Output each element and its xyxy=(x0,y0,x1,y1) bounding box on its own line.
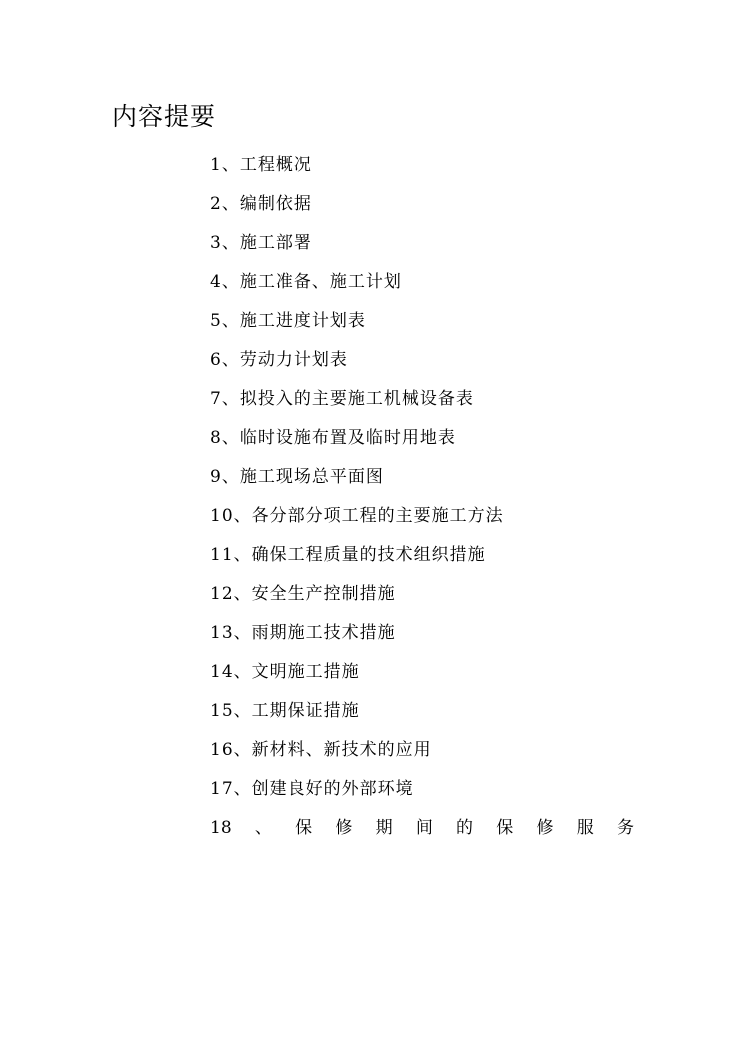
toc-item-15: 15、工期保证措施 xyxy=(210,701,360,721)
toc-item-8: 8、临时设施布置及临时用地表 xyxy=(210,428,456,448)
toc-item-9: 9、施工现场总平面图 xyxy=(210,467,384,487)
toc-item-18-glyph: 的 xyxy=(456,818,474,838)
toc-item-18-glyph: 务 xyxy=(616,818,634,838)
toc-item-11: 11、确保工程质量的技术组织措施 xyxy=(210,545,486,565)
toc-item-18-glyph: 服 xyxy=(576,818,594,838)
page-title: 内容提要 xyxy=(112,102,217,131)
toc-item-18-glyph: 间 xyxy=(415,818,433,838)
toc-item-18-glyph: 修 xyxy=(536,818,554,838)
toc-item-18-glyph: 保 xyxy=(295,818,313,838)
toc-item-3: 3、施工部署 xyxy=(210,233,312,253)
toc-item-16: 16、新材料、新技术的应用 xyxy=(210,740,432,760)
toc-item-2: 2、编制依据 xyxy=(210,194,312,214)
toc-item-18-glyph: 保 xyxy=(496,818,514,838)
toc-item-18-glyph: 、 xyxy=(254,818,272,838)
toc-item-7: 7、拟投入的主要施工机械设备表 xyxy=(210,389,474,409)
table-of-contents xyxy=(210,150,634,852)
toc-item-4: 4、施工准备、施工计划 xyxy=(210,272,402,292)
toc-item-18-glyph: 修 xyxy=(335,818,353,838)
toc-item-18 xyxy=(210,813,634,852)
toc-item-14: 14、文明施工措施 xyxy=(210,662,360,682)
toc-item-5: 5、施工进度计划表 xyxy=(210,311,366,331)
toc-item-12: 12、安全生产控制措施 xyxy=(210,584,396,604)
toc-item-10: 10、各分部分项工程的主要施工方法 xyxy=(210,506,504,526)
toc-item-18-glyph: 18 xyxy=(210,818,232,838)
toc-item-1: 1、工程概况 xyxy=(210,155,312,175)
toc-item-18-glyph: 期 xyxy=(375,818,393,838)
toc-item-6: 6、劳动力计划表 xyxy=(210,350,348,370)
toc-item-13: 13、雨期施工技术措施 xyxy=(210,623,396,643)
toc-item-17: 17、创建良好的外部环境 xyxy=(210,779,414,799)
